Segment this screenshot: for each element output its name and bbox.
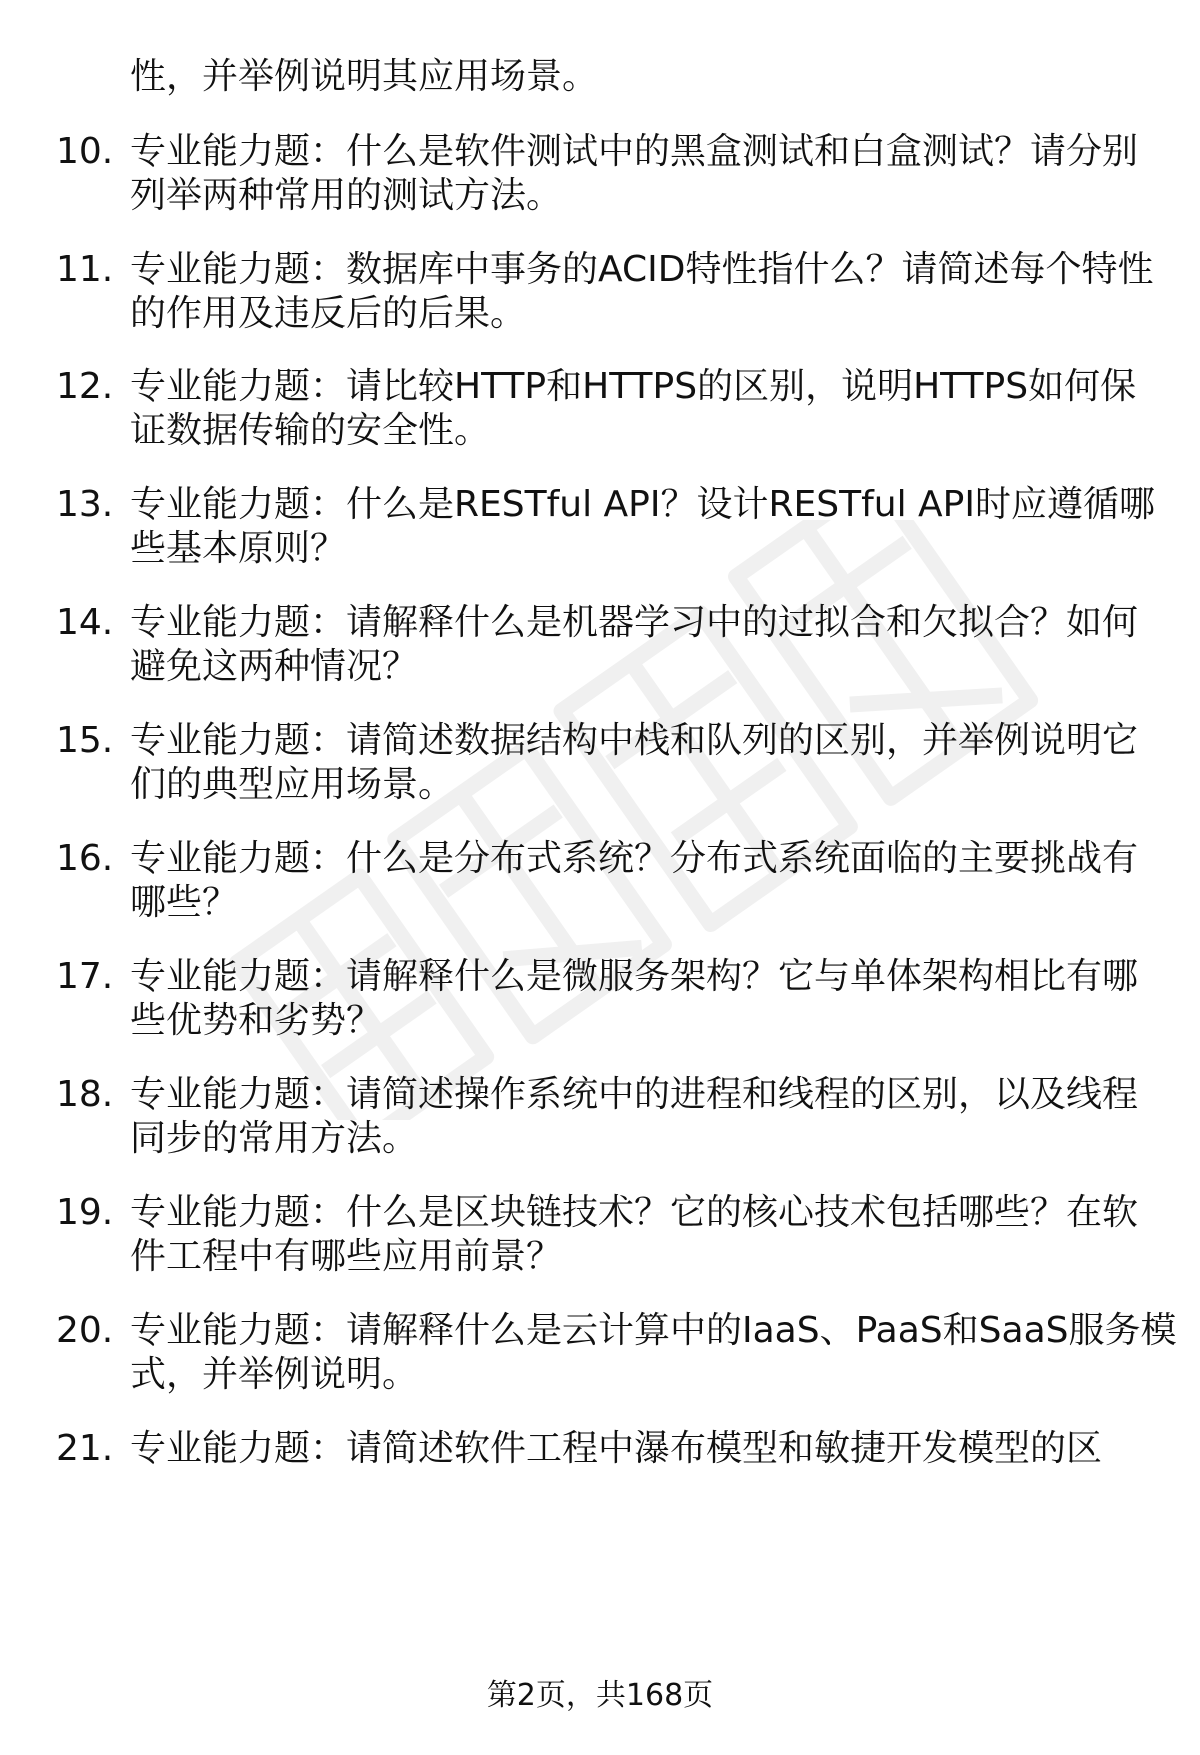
question-text-line2: 同步的常用方法。 [130, 1118, 419, 1159]
question-number: 14. [56, 602, 114, 643]
question-text-line1: 专业能力题：请解释什么是微服务架构？它与单体架构相比有哪 [130, 956, 1139, 997]
continuation-line: 性，并举例说明其应用场景。 [130, 56, 599, 97]
question-text-line2: 些优势和劣势？ [130, 1000, 383, 1041]
question-number: 16. [56, 838, 114, 879]
question-number: 11. [56, 249, 114, 290]
question-text-line1: 专业能力题：数据库中事务的ACID特性指什么？请简述每个特性 [130, 249, 1154, 290]
question-number: 10. [56, 131, 114, 172]
question-number: 15. [56, 720, 114, 761]
question-text-line1: 专业能力题：什么是RESTful API？设计RESTful API时应遵循哪 [130, 484, 1155, 525]
question-text-line1: 专业能力题：什么是分布式系统？分布式系统面临的主要挑战有 [130, 838, 1139, 879]
question-text-line1: 专业能力题：什么是软件测试中的黑盒测试和白盒测试？请分别 [130, 131, 1139, 172]
question-text-line2: 哪些？ [130, 882, 239, 923]
question-text-line1: 专业能力题：请比较HTTP和HTTPS的区别，说明HTTPS如何保 [130, 366, 1137, 407]
question-text-line2: 证数据传输的安全性。 [130, 410, 491, 451]
question-text-line1: 专业能力题：请解释什么是机器学习中的过拟合和欠拟合？如何 [130, 602, 1139, 643]
question-text-line2: 式，并举例说明。 [130, 1354, 419, 1395]
question-text-line2: 些基本原则？ [130, 528, 347, 569]
question-text-line2: 避免这两种情况？ [130, 646, 419, 687]
question-number: 13. [56, 484, 114, 525]
question-number: 19. [56, 1192, 114, 1233]
question-text-line1: 专业能力题：什么是区块链技术？它的核心技术包括哪些？在软 [130, 1192, 1139, 1233]
question-text-line2: 的作用及违反后的后果。 [130, 293, 527, 334]
question-text-line1: 专业能力题：请简述软件工程中瀑布模型和敏捷开发模型的区 [130, 1428, 1103, 1469]
question-text-line2: 件工程中有哪些应用前景？ [130, 1236, 563, 1277]
question-text-line2: 们的典型应用场景。 [130, 764, 455, 805]
question-text-line1: 专业能力题：请简述数据结构中栈和队列的区别，并举例说明它 [130, 720, 1139, 761]
question-text-line1: 专业能力题：请简述操作系统中的进程和线程的区别，以及线程 [130, 1074, 1139, 1115]
page-footer: 第2页，共168页 [486, 1678, 714, 1713]
question-number: 20. [56, 1310, 114, 1351]
question-number: 21. [56, 1428, 114, 1469]
question-number: 17. [56, 956, 114, 997]
question-text-line1: 专业能力题：请解释什么是云计算中的IaaS、PaaS和SaaS服务模 [130, 1310, 1177, 1351]
question-text-line2: 列举两种常用的测试方法。 [130, 175, 563, 216]
question-number: 12. [56, 366, 114, 407]
question-number: 18. [56, 1074, 114, 1115]
